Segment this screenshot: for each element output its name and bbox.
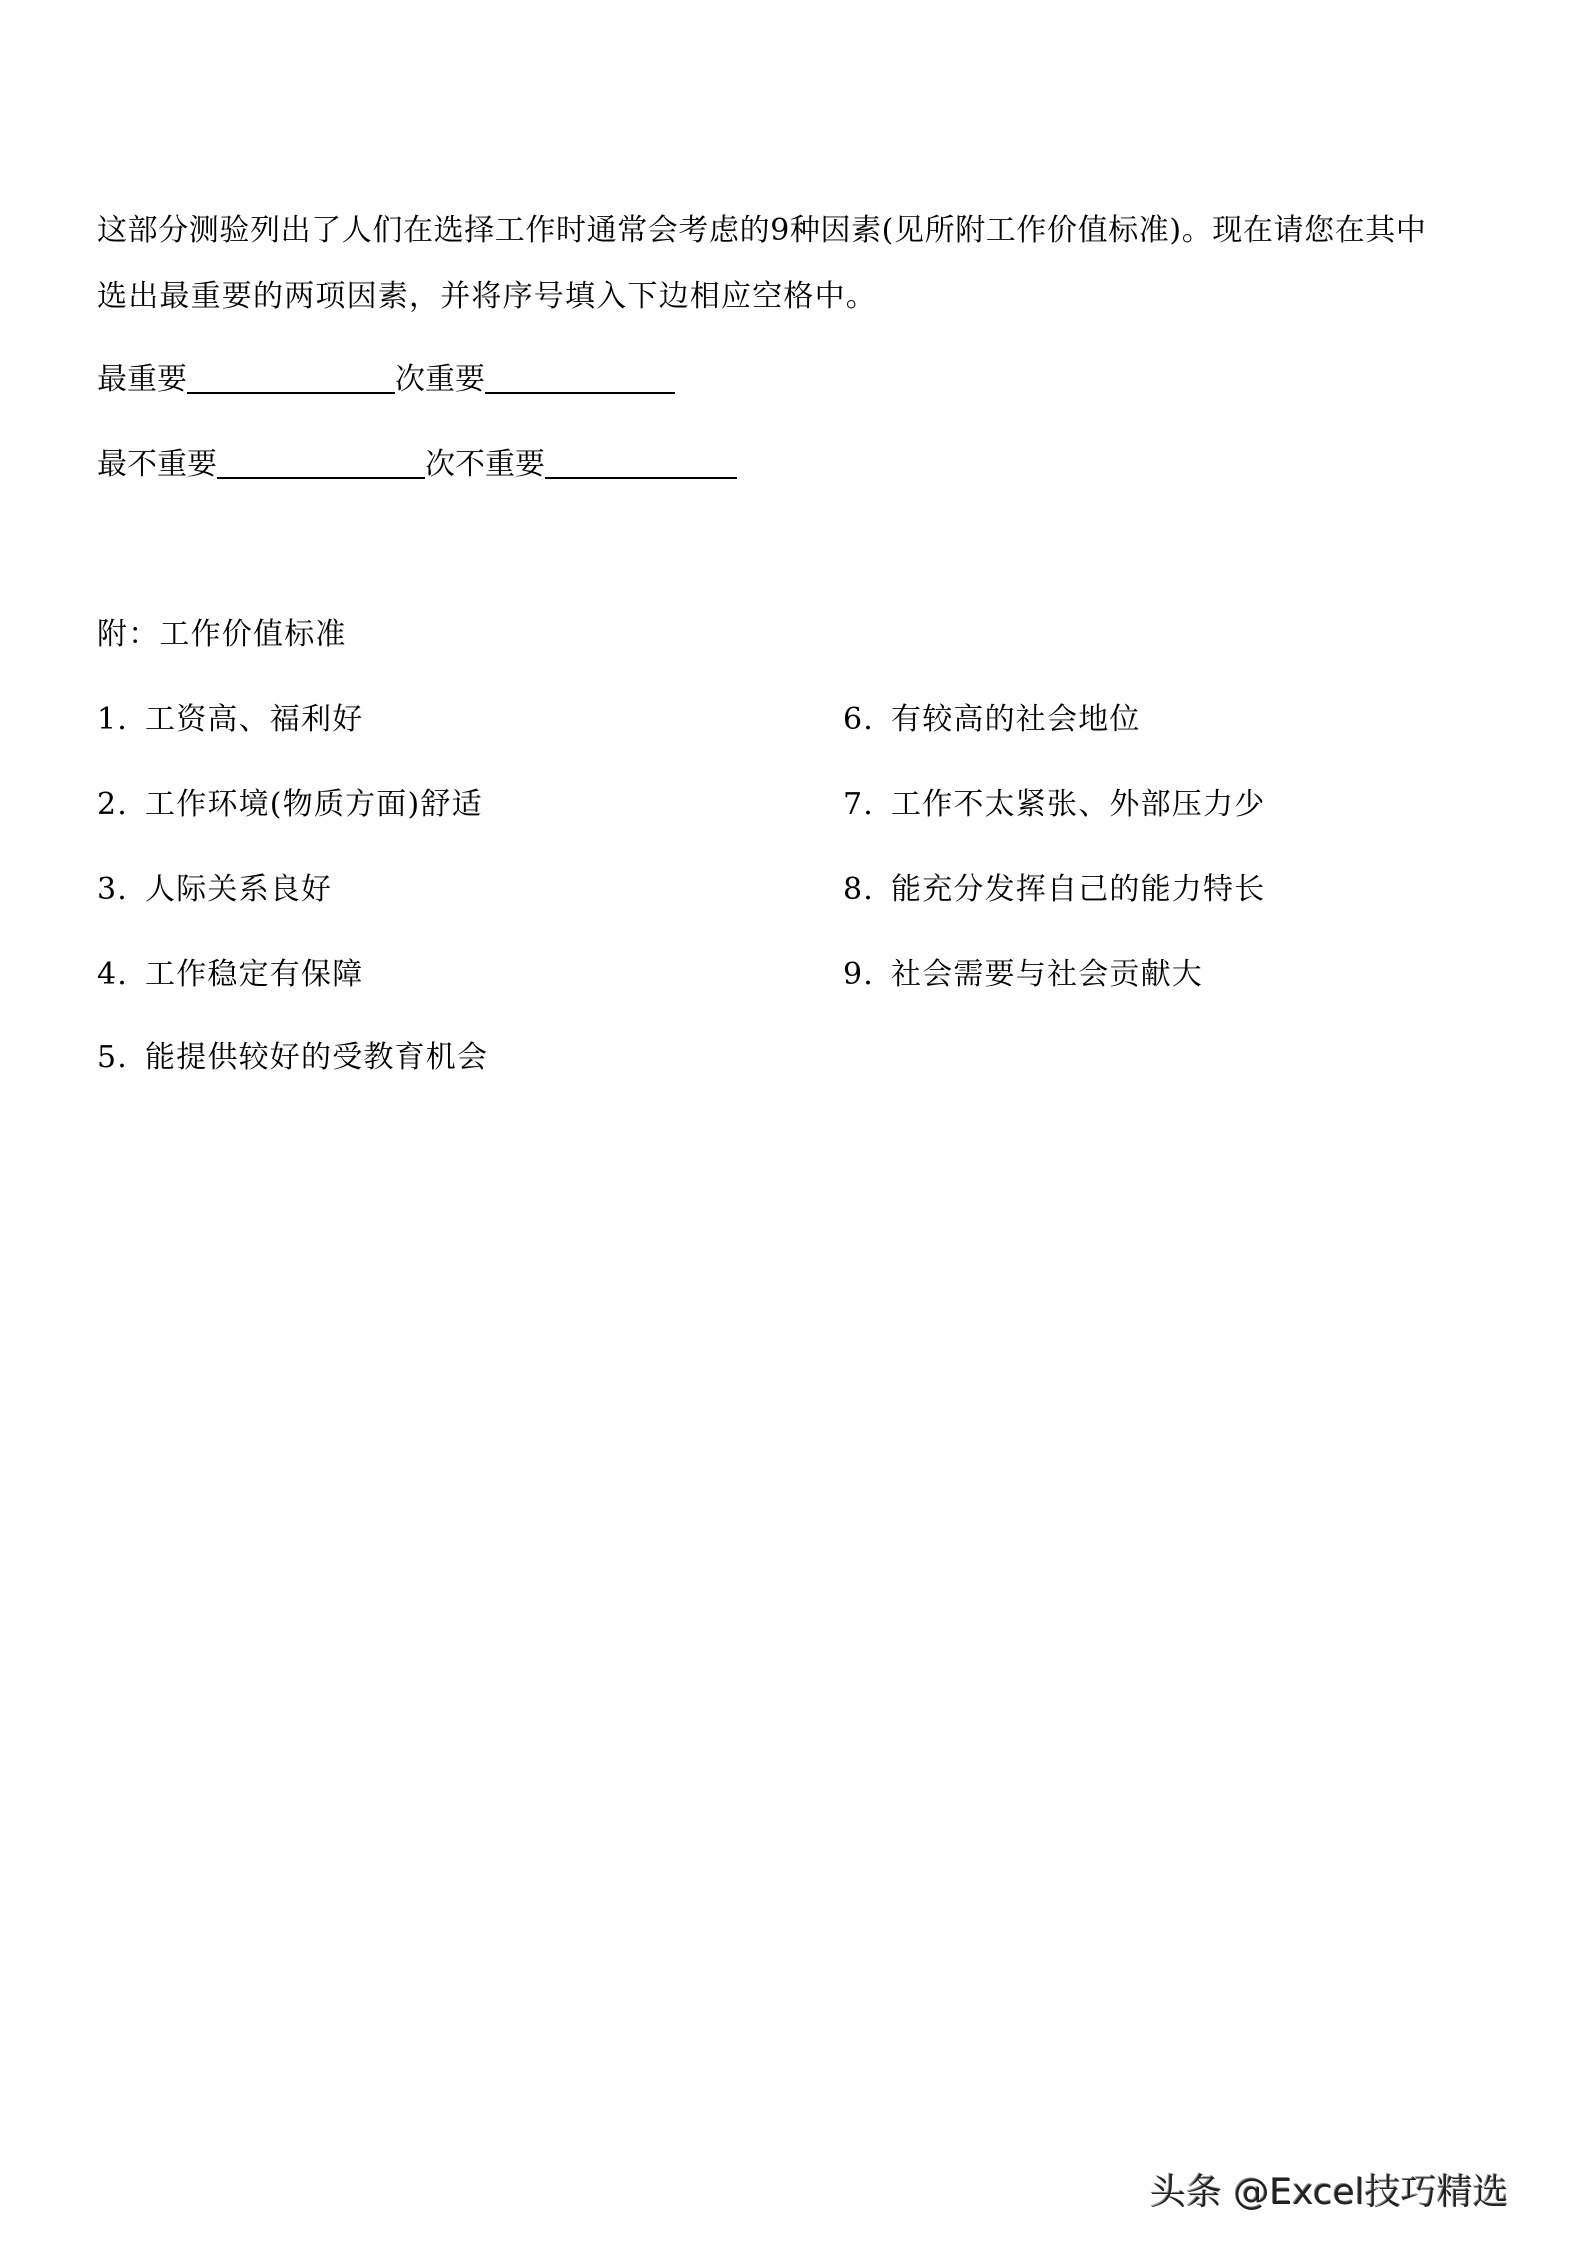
list-item-text: 人际关系良好 (145, 872, 333, 907)
list-item (843, 703, 1141, 737)
list-item-number: 2. (97, 787, 129, 822)
list-item-text: 工作不太紧张、外部压力少 (891, 787, 1266, 822)
appendix-title: 附：工作价值标准 (97, 617, 347, 652)
most-important-blank[interactable] (187, 362, 395, 394)
list-item-text: 能提供较好的受教育机会 (145, 1040, 489, 1075)
list-item-text: 有较高的社会地位 (891, 702, 1141, 737)
second-least-important-blank[interactable] (545, 447, 737, 479)
list-item-number: 1. (97, 702, 129, 737)
list-item (97, 703, 363, 737)
list-item-number: 6. (843, 702, 875, 737)
answer-row-important (97, 362, 675, 397)
second-important-blank[interactable] (485, 362, 675, 394)
list-item-text: 工资高、福利好 (145, 702, 364, 737)
list-item-number: 4. (97, 957, 129, 992)
list-item-number: 8. (843, 872, 875, 907)
list-item-text: 工作稳定有保障 (145, 957, 364, 992)
second-least-important-label: 次不重要 (425, 447, 545, 482)
most-important-label: 最重要 (97, 362, 187, 397)
list-item (97, 788, 483, 822)
list-item-text: 社会需要与社会贡献大 (891, 957, 1203, 992)
least-important-label: 最不重要 (97, 447, 217, 482)
intro-paragraph-line-2: 选出最重要的两项因素，并将序号填入下边相应空格中。 (97, 279, 877, 314)
watermark: 头条 @Excel技巧精选 (1150, 2172, 1509, 2213)
list-item (843, 873, 1265, 907)
list-item (843, 958, 1203, 992)
list-item-number: 9. (843, 957, 875, 992)
second-important-label: 次重要 (395, 362, 485, 397)
list-item (97, 1041, 488, 1075)
list-item (843, 788, 1265, 822)
intro-paragraph-line-1: 这部分测验列出了人们在选择工作时通常会考虑的9种因素(见所附工作价值标准)。现在请您在其中 (97, 213, 1427, 248)
answer-row-unimportant (97, 447, 737, 482)
list-item (97, 958, 363, 992)
list-item (97, 873, 332, 907)
list-item-text: 能充分发挥自己的能力特长 (891, 872, 1266, 907)
list-item-number: 3. (97, 872, 129, 907)
list-item-number: 5. (97, 1040, 129, 1075)
list-item-number: 7. (843, 787, 875, 822)
list-item-text: 工作环境(物质方面)舒适 (145, 787, 483, 822)
least-important-blank[interactable] (217, 447, 425, 479)
